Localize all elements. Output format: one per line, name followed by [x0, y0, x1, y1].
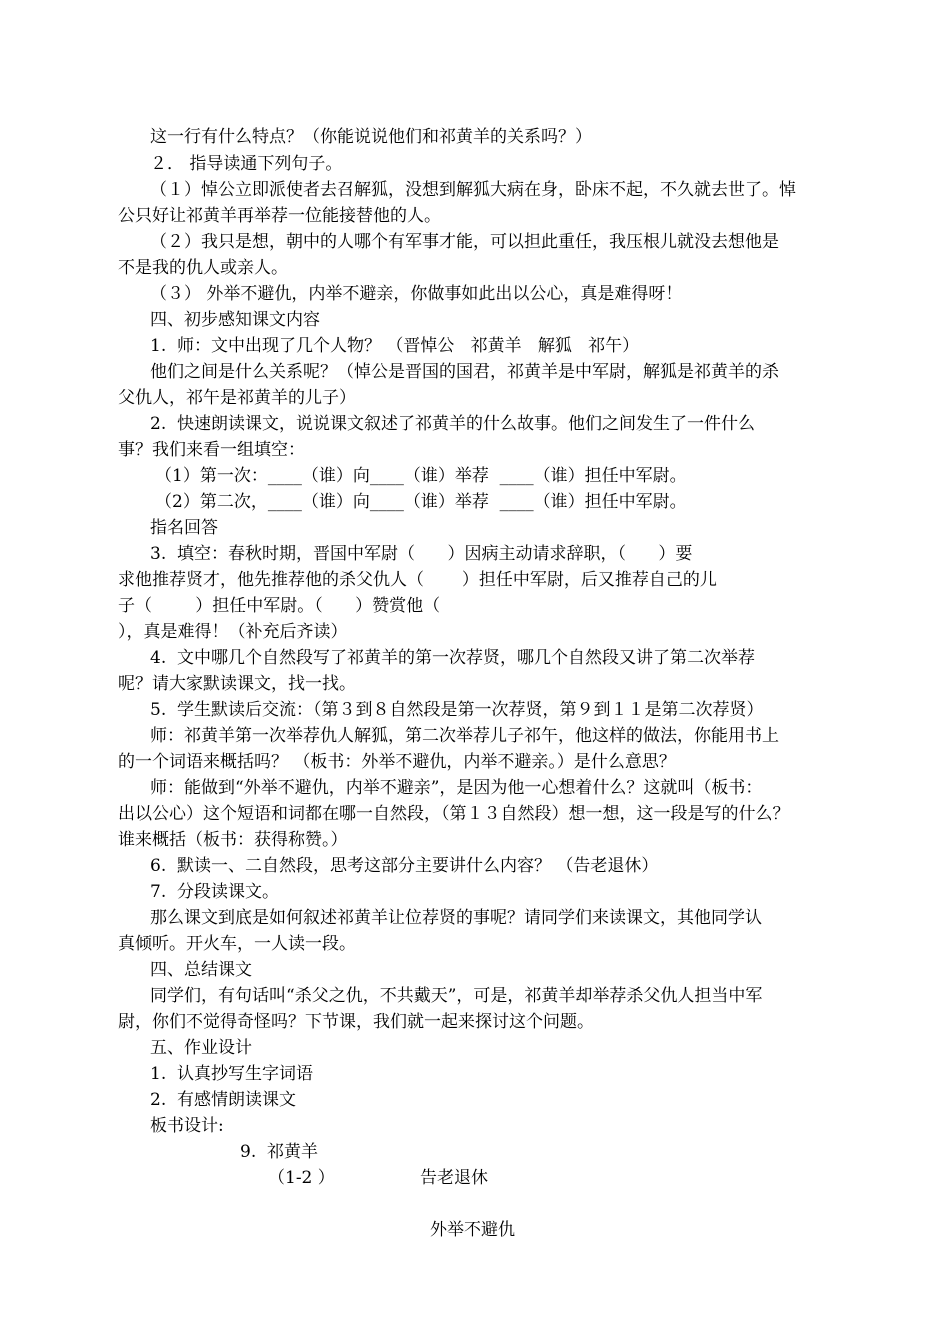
text-line: 板书设计: [150, 1116, 224, 1136]
text-line: 同学们，有句话叫“杀父之仇，不共戴天”，可是，祁黄羊却举荐杀父仇人担当中军 [150, 986, 763, 1006]
section-heading: 四、初步感知课文内容 [150, 310, 320, 330]
text-line: 事？我们来看一组填空： [118, 440, 305, 460]
text-line: 不是我的仇人或亲人。 [118, 258, 288, 278]
text-line: 真倾听。开火车，一人读一段。 [118, 934, 356, 954]
text-line: 7. 分段读课文。 [150, 882, 280, 902]
text-line: 3. 填空：春秋时期，晋国中军尉（ ）因病主动请求辞职，（ ）要 [150, 544, 693, 564]
text-line: 的一个词语来概括吗？ （板书：外举不避仇，内举不避亲。）是什么意思？ [118, 752, 676, 772]
text-line: 呢？请大家默读课文，找一找。 [118, 674, 356, 694]
board-bottom: 外举不避仇 [430, 1220, 515, 1240]
text-line: 求他推荐贤才，他先推荐他的杀父仇人（ ）担任中军尉，后又推荐自己的儿 [118, 570, 717, 590]
text-line: 2. 有感情朗读课文 [150, 1090, 297, 1110]
board-title: 9. 祁黄羊 [240, 1142, 319, 1162]
text-line: 尉，你们不觉得奇怪吗？下节课，我们就一起来探讨这个问题。 [118, 1012, 594, 1032]
text-line: 那么课文到底是如何叙述祁黄羊让位荐贤的事呢？请同学们来读课文，其他同学认 [150, 908, 762, 928]
board-section: （1-2 ） [268, 1168, 335, 1188]
section-heading: 四、总结课文 [150, 960, 252, 980]
text-line: （３） 外举不避仇，内举不避亲，你做事如此出以公心，真是难得呀！ [150, 284, 683, 304]
text-line: 1. 师：文中出现了几个人物？ （晋悼公 祁黄羊 解狐 祁午） [150, 336, 640, 356]
text-line: 指名回答 [150, 518, 218, 538]
text-line: 师：祁黄羊第一次举荐仇人解狐，第二次举荐儿子祁午，他这样的做法，你能用书上 [150, 726, 779, 746]
text-line: （2）第二次，____（谁）向____（谁）举荐 ____（谁）担任中军尉。 [155, 492, 687, 512]
text-line: 师：能做到“外举不避仇，内举不避亲”，是因为他一心想着什么？这就叫（板书： [150, 778, 763, 798]
text-line: ），真是难得！（补充后齐读） [118, 622, 348, 642]
text-line: 谁来概括（板书：获得称赞。） [118, 830, 348, 850]
text-line: 子（ ）担任中军尉。（ ）赞赏他（ [118, 596, 441, 616]
text-line: 2. 快速朗读课文，说说课文叙述了祁黄羊的什么故事。他们之间发生了一件什么 [150, 414, 756, 434]
text-line: 5. 学生默读后交流：（第３到８自然段是第一次荐贤，第９到１１是第二次荐贤） [150, 700, 764, 720]
text-line: ２． 指导读通下列句子。 [150, 154, 343, 174]
text-line: 他们之间是什么关系呢？（悼公是晋国的国君，祁黄羊是中军尉，解狐是祁黄羊的杀 [150, 362, 779, 382]
text-line: 1. 认真抄写生字词语 [150, 1064, 314, 1084]
text-line: 这一行有什么特点？（你能说说他们和祁黄羊的关系吗？） [150, 127, 592, 147]
text-line: 父仇人，祁午是祁黄羊的儿子） [118, 388, 356, 408]
section-heading: 五、作业设计 [150, 1038, 252, 1058]
text-line: 4. 文中哪几个自然段写了祁黄羊的第一次荐贤，哪几个自然段又讲了第二次举荐 [150, 648, 756, 668]
text-line: 出以公心）这个短语和词都在哪一自然段，（第１３自然段）想一想，这一段是写的什么？ [118, 804, 790, 824]
text-line: 6. 默读一、二自然段，思考这部分主要讲什么内容？ （告老退休） [150, 856, 659, 876]
text-line: （1）第一次：____（谁）向____（谁）举荐 ____（谁）担任中军尉。 [155, 466, 687, 486]
board-summary: 告老退休 [420, 1168, 488, 1188]
text-line: 公只好让祁黄羊再举荐一位能接替他的人。 [118, 206, 441, 226]
text-line: （１）悼公立即派使者去召解狐，没想到解狐大病在身，卧床不起，不久就去世了。悼 [150, 180, 796, 200]
text-line: （２）我只是想，朝中的人哪个有军事才能，可以担此重任，我压根儿就没去想他是 [150, 232, 779, 252]
